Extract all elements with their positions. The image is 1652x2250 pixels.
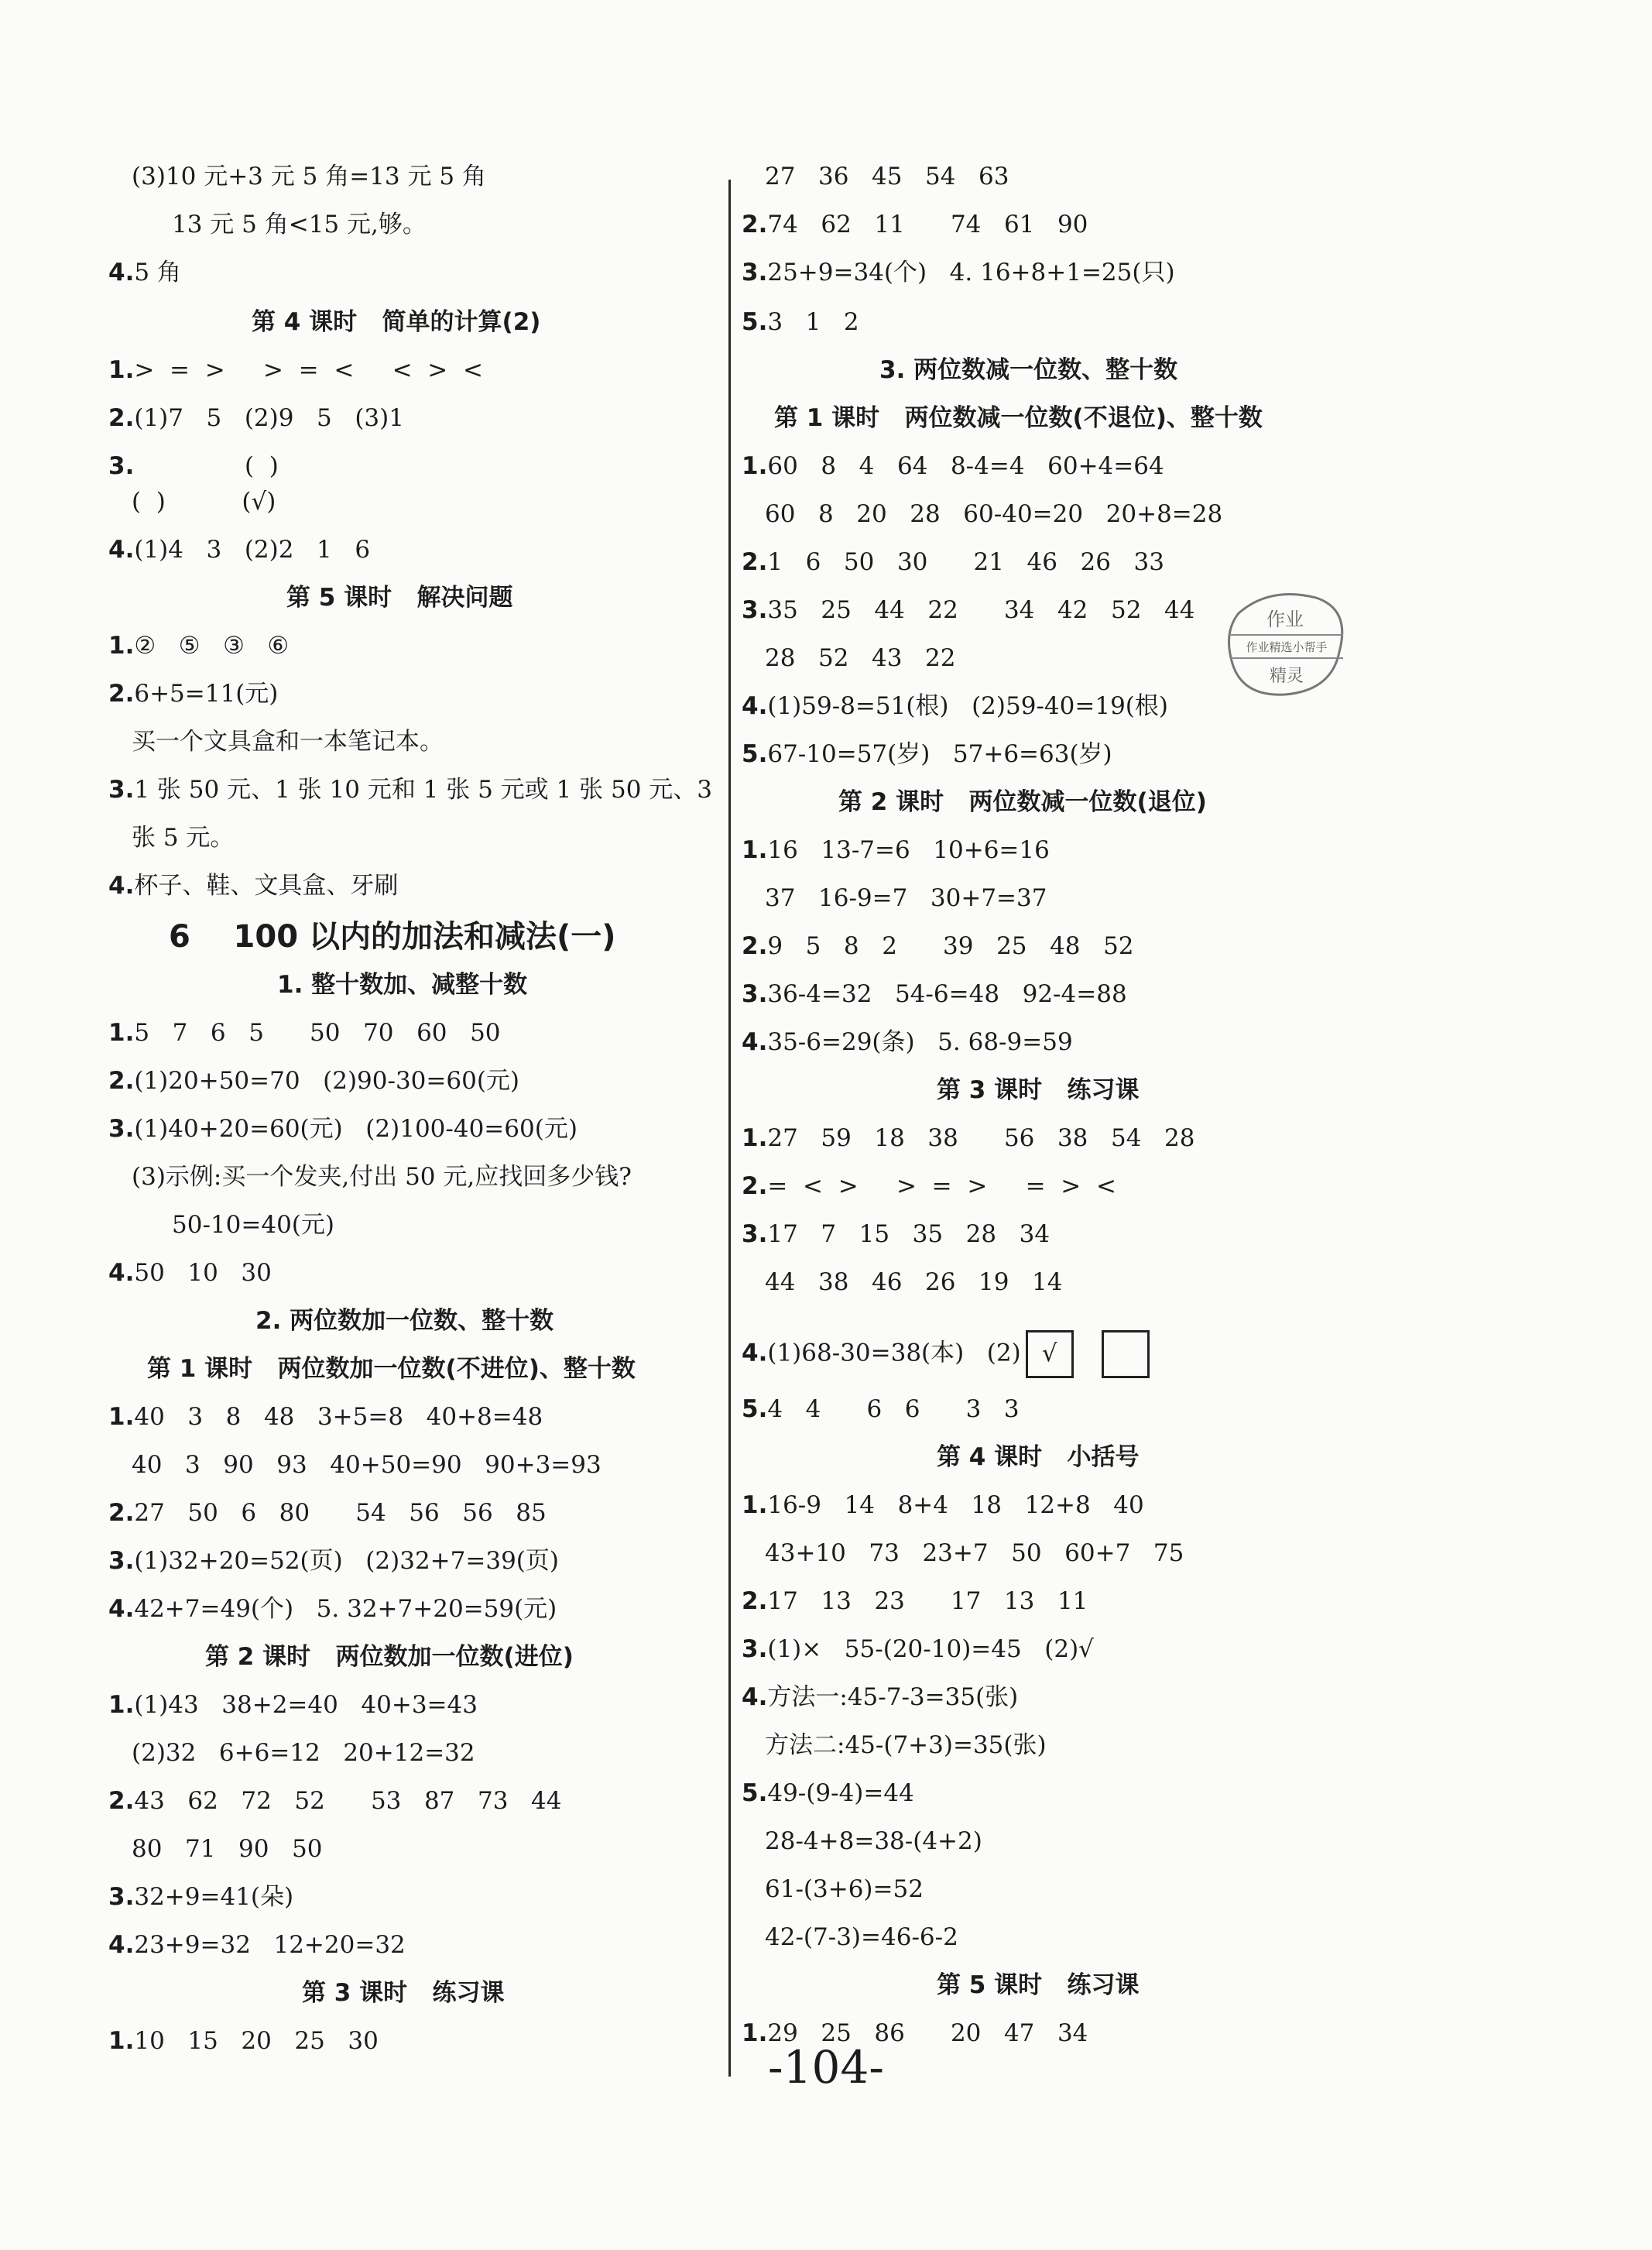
section-heading — [255, 1305, 554, 1336]
line-text: 10 15 20 25 30 — [134, 2027, 379, 2055]
line-text: 第 2 课时 两位数减一位数(退位) — [838, 788, 1207, 816]
question-number: 3. — [742, 259, 768, 286]
line-text: 28 52 43 22 — [765, 644, 956, 672]
answer-line — [132, 726, 444, 757]
answer-line — [742, 1490, 1144, 1521]
line-text: 27 59 18 38 56 38 54 28 — [767, 1124, 1195, 1152]
answer-line — [108, 534, 370, 565]
line-text: (3)10 元+3 元 5 角=13 元 5 角 — [132, 163, 486, 190]
line-text: (1)4 3 (2)2 1 6 — [134, 536, 371, 564]
section-heading — [302, 1977, 505, 2008]
line-text: 4 4 6 6 3 3 — [767, 1395, 1020, 1423]
line-text: ( ) (√) — [132, 488, 276, 516]
line-text: 16-9 14 8+4 18 12+8 40 — [767, 1491, 1144, 1519]
answer-box-empty — [1102, 1330, 1150, 1378]
answer-line — [108, 1401, 543, 1432]
question-number: 2. — [108, 680, 135, 708]
line-text: (1)40+20=60(元) (2)100-40=60(元) — [134, 1115, 578, 1143]
line-text: 50-10=40(元) — [172, 1211, 334, 1239]
section-heading — [937, 1970, 1140, 2001]
question-number: 4. — [742, 1683, 768, 1711]
line-text: 6 100 以内的加法和减法(一) — [169, 919, 616, 955]
answer-line — [742, 209, 1088, 240]
question-number: 2. — [108, 1067, 135, 1095]
section-heading — [937, 1442, 1140, 1473]
line-text: (1)× 55-(20-10)=45 (2)√ — [767, 1635, 1094, 1663]
line-text: (2)32 6+6=12 20+12=32 — [132, 1739, 475, 1767]
question-number: 4. — [108, 1259, 135, 1287]
line-text: 43+10 73 23+7 50 60+7 75 — [765, 1539, 1184, 1567]
answer-line — [765, 161, 1009, 192]
answer-line — [132, 1449, 602, 1480]
question-number: 1. — [742, 452, 768, 480]
line-text: 67-10=57(岁) 57+6=63(岁) — [767, 740, 1112, 768]
line-text: 6+5=11(元) — [134, 680, 279, 708]
answer-line — [742, 1123, 1194, 1154]
answer-line — [742, 835, 1050, 866]
question-number: 1. — [108, 2027, 135, 2055]
line-text: (3)示例:买一个发夹,付出 50 元,应找回多少钱? — [132, 1163, 632, 1191]
section-heading — [774, 403, 1263, 434]
answer-line — [742, 1586, 1088, 1617]
answer-line — [765, 1730, 1047, 1761]
answer-line — [742, 691, 1168, 722]
answer-line — [108, 1065, 519, 1096]
answer-line — [765, 1826, 982, 1857]
question-number: 2. — [108, 1787, 135, 1815]
line-text: 42-(7-3)=46-6-2 — [765, 1923, 958, 1951]
answer-line — [108, 257, 181, 288]
answer-line — [108, 1593, 557, 1624]
line-text: 32+9=41(朵) — [134, 1883, 294, 1911]
answer-line — [245, 451, 279, 482]
answer-line — [742, 1778, 914, 1809]
line-text: 第 2 课时 两位数加一位数(进位) — [205, 1643, 574, 1671]
line-text: 第 1 课时 两位数加一位数(不进位)、整十数 — [147, 1355, 636, 1383]
answer-line — [765, 1267, 1063, 1298]
line-text: 第 3 课时 练习课 — [937, 1076, 1140, 1104]
line-text: 35-6=29(条) 5. 68-9=59 — [767, 1028, 1073, 1056]
question-number: 1. — [108, 1691, 135, 1719]
section-heading — [205, 1641, 574, 1672]
answer-line — [108, 355, 483, 386]
answer-line — [742, 1634, 1094, 1665]
question-number: 4. — [108, 1595, 135, 1623]
line-text: 49-(9-4)=44 — [767, 1779, 914, 1807]
section-heading — [838, 787, 1207, 818]
question-number: 4. — [742, 692, 768, 720]
line-text: 44 38 46 26 19 14 — [765, 1268, 1063, 1296]
line-text: 第 3 课时 练习课 — [302, 1979, 505, 2007]
line-text: 3 1 2 — [767, 308, 859, 336]
line-text: ② ⑤ ③ ⑥ — [134, 632, 290, 660]
chapter-title — [169, 918, 616, 955]
stamp-top-text: 作业 — [1266, 609, 1304, 630]
answer-line — [108, 774, 712, 805]
line-text: 第 4 课时 简单的计算(2) — [252, 308, 541, 336]
question-number: 1. — [108, 632, 135, 660]
line-text: 23+9=32 12+20=32 — [134, 1931, 406, 1959]
question-number: 3. — [742, 980, 768, 1008]
line-text: 方法二:45-(7+3)=35(张) — [765, 1731, 1047, 1759]
question-number: 2. — [742, 548, 768, 576]
stamp-middle-text: 作业精选小帮手 — [1246, 640, 1328, 654]
line-text: (1)68-30=38(本) (2) — [767, 1339, 1021, 1367]
section-heading — [277, 969, 527, 1000]
question-number: 3. — [108, 1547, 135, 1575]
answer-line — [132, 822, 234, 853]
question-number: 3. — [742, 1635, 768, 1663]
answer-line — [742, 547, 1164, 578]
answer-line — [108, 870, 398, 901]
answer-line — [132, 1737, 475, 1768]
line-text: 第 5 课时 解决问题 — [286, 584, 513, 612]
answer-line — [132, 1833, 322, 1864]
line-text: (1)32+20=52(页) (2)32+7=39(页) — [134, 1547, 559, 1575]
answer-line — [742, 739, 1112, 770]
question-number: 3. — [108, 1115, 135, 1143]
answer-line — [132, 161, 486, 192]
line-text: 74 62 11 74 61 90 — [767, 211, 1088, 238]
question-number: 2. — [742, 932, 768, 960]
line-text: 17 13 23 17 13 11 — [767, 1587, 1088, 1615]
line-text: 80 71 90 50 — [132, 1835, 323, 1863]
section-heading — [286, 582, 513, 613]
answer-line — [108, 451, 134, 482]
answer-line — [742, 1682, 1018, 1713]
answer-line — [172, 1209, 334, 1240]
question-number: 4. — [742, 1339, 768, 1367]
answer-line — [742, 595, 1194, 626]
answer-line — [108, 1017, 501, 1048]
answer-line — [108, 630, 289, 661]
answer-line — [108, 1545, 559, 1576]
line-text: 9 5 8 2 39 25 48 52 — [767, 932, 1134, 960]
answer-line — [108, 1929, 406, 1960]
line-text: 1. 整十数加、减整十数 — [277, 971, 528, 999]
question-number: 1. — [742, 1491, 768, 1519]
answer-line — [108, 1257, 272, 1288]
answer-line — [765, 1922, 958, 1953]
line-text: 2. 两位数加一位数、整十数 — [255, 1307, 554, 1335]
line-text: 方法一:45-7-3=35(张) — [767, 1683, 1019, 1711]
question-number: 3. — [108, 776, 135, 804]
line-text: 37 16-9=7 30+7=37 — [765, 884, 1047, 912]
line-text: 61-(3+6)=52 — [765, 1875, 924, 1903]
question-number: 1. — [108, 356, 135, 384]
question-number: 2. — [742, 211, 768, 238]
question-number: 3. — [108, 452, 135, 480]
line-text: (1)7 5 (2)9 5 (3)1 — [134, 404, 404, 432]
line-text: 张 5 元。 — [132, 824, 235, 852]
answer-line — [742, 1171, 1116, 1202]
line-text: 16 13-7=6 10+6=16 — [767, 836, 1050, 864]
question-number: 1. — [742, 1124, 768, 1152]
line-text: 杯子、鞋、文具盒、牙刷 — [134, 872, 399, 900]
answer-line — [108, 1689, 478, 1720]
answer-line — [108, 678, 278, 709]
line-text: 60 8 4 64 8-4=4 60+4=64 — [767, 452, 1164, 480]
line-text: 27 36 45 54 63 — [765, 163, 1009, 190]
line-text: 29 25 86 20 47 34 — [767, 2019, 1088, 2047]
line-text: 5 角 — [134, 259, 181, 286]
line-text: ( ) — [245, 452, 279, 480]
line-text: 35 25 44 22 34 42 52 44 — [767, 596, 1195, 624]
answer-line — [108, 1497, 547, 1528]
page-number: -104- — [768, 2041, 884, 2094]
line-text: 第 5 课时 练习课 — [937, 1971, 1140, 1999]
answer-line — [765, 1538, 1184, 1569]
line-text: 1 张 50 元、1 张 10 元和 1 张 5 元或 1 张 50 元、3 — [134, 776, 712, 804]
answer-line — [765, 643, 955, 674]
line-text: 42+7=49(个) 5. 32+7+20=59(元) — [134, 1595, 557, 1623]
answer-line — [765, 1874, 924, 1905]
line-text: 40 3 8 48 3+5=8 40+8=48 — [134, 1403, 543, 1431]
question-number: 3. — [108, 1883, 135, 1911]
answer-line — [742, 451, 1164, 482]
answer-line — [172, 209, 427, 240]
line-text: 买一个文具盒和一本笔记本。 — [132, 728, 444, 756]
section-heading — [879, 355, 1177, 386]
line-text: 36-4=32 54-6=48 92-4=88 — [767, 980, 1127, 1008]
line-text: 第 4 课时 小括号 — [937, 1443, 1140, 1471]
line-text: (1)59-8=51(根) (2)59-40=19(根) — [767, 692, 1168, 720]
line-text: 50 10 30 — [134, 1259, 272, 1287]
line-text: 第 1 课时 两位数减一位数(不退位)、整十数 — [774, 404, 1263, 432]
answer-line — [765, 883, 1047, 914]
answer-line — [742, 979, 1127, 1010]
question-number: 4. — [108, 259, 135, 286]
question-number: 5. — [742, 1779, 768, 1807]
answer-line — [108, 1113, 578, 1144]
line-text: 60 8 20 28 60-40=20 20+8=28 — [765, 500, 1223, 528]
section-heading — [252, 307, 540, 338]
answer-line — [765, 499, 1222, 530]
line-text: 13 元 5 角<15 元,够。 — [172, 211, 427, 238]
question-number: 4. — [108, 872, 135, 900]
question-number: 3. — [742, 596, 768, 624]
line-text: 17 7 15 35 28 34 — [767, 1220, 1050, 1248]
question-number: 1. — [742, 2019, 768, 2047]
question-number: 1. — [742, 836, 768, 864]
question-number: 2. — [742, 1172, 768, 1200]
line-text: (1)43 38+2=40 40+3=43 — [134, 1691, 478, 1719]
question-number: 3. — [742, 1220, 768, 1248]
question-number: 2. — [742, 1587, 768, 1615]
line-text: 25+9=34(个) 4. 16+8+1=25(只) — [767, 259, 1175, 286]
question-number: 5. — [742, 308, 768, 336]
section-heading — [147, 1353, 636, 1384]
question-number: 4. — [108, 536, 135, 564]
line-text: 1 6 50 30 21 46 26 33 — [767, 548, 1164, 576]
question-number: 2. — [108, 1499, 135, 1527]
answer-line — [742, 1219, 1050, 1250]
answer-line — [742, 931, 1134, 962]
stamp-bottom-text: 精灵 — [1269, 667, 1304, 686]
question-number: 5. — [742, 740, 768, 768]
line-text: > = > > = < < > < — [134, 356, 483, 384]
answer-line — [742, 307, 859, 338]
answer-line — [742, 1330, 1173, 1378]
line-text: 40 3 90 93 40+50=90 90+3=93 — [132, 1451, 602, 1479]
question-number: 1. — [108, 1403, 135, 1431]
question-number: 2. — [108, 404, 135, 432]
answer-line — [742, 1027, 1073, 1058]
answer-line — [108, 1785, 561, 1816]
answer-line — [108, 403, 404, 434]
answer-line — [132, 1161, 632, 1192]
line-text: (1)20+50=70 (2)90-30=60(元) — [134, 1067, 520, 1095]
answer-box-checked: √ — [1026, 1330, 1074, 1378]
question-number: 4. — [108, 1931, 135, 1959]
line-text: 43 62 72 52 53 87 73 44 — [134, 1787, 562, 1815]
question-number: 4. — [742, 1028, 768, 1056]
line-text: 3. 两位数减一位数、整十数 — [879, 356, 1178, 384]
line-text: 27 50 6 80 54 56 56 85 — [134, 1499, 547, 1527]
answer-line — [742, 1394, 1020, 1425]
line-text: 5 7 6 5 50 70 60 50 — [134, 1019, 501, 1047]
answer-line — [108, 1881, 293, 1912]
stamp-seal — [1223, 590, 1347, 698]
answer-line — [132, 486, 276, 517]
question-number: 1. — [108, 1019, 135, 1047]
line-text: = < > > = > = > < — [767, 1172, 1116, 1200]
question-number: 5. — [742, 1395, 768, 1423]
column-divider — [728, 180, 731, 2077]
line-text: 28-4+8=38-(4+2) — [765, 1827, 982, 1855]
answer-line — [742, 257, 1175, 288]
section-heading — [937, 1075, 1140, 1106]
